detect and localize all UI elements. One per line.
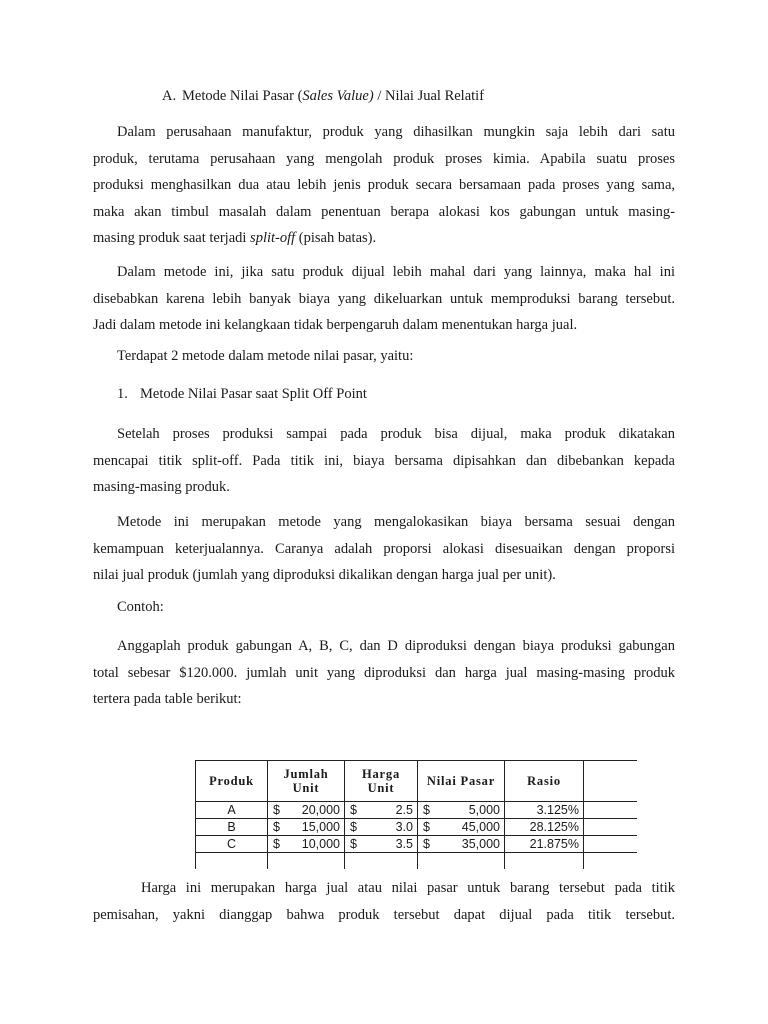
text-line: nilai jual produk (jumlah yang diproduksi dikalikan dengan harga jual per unit). xyxy=(93,567,556,583)
heading-text-after: / Nilai Jual Relatif xyxy=(373,88,485,104)
paragraph-intro xyxy=(93,119,675,252)
cell-rasio: 28.125% xyxy=(505,819,584,836)
header-rasio: Rasio xyxy=(505,761,584,802)
table-continuation xyxy=(196,853,638,870)
text-line: masing-masing produk. xyxy=(93,479,230,495)
text-line: Jadi dalam metode ini kelangkaan tidak berpengaruh dalam menentukan harga jual. xyxy=(93,317,578,333)
header-harga-unit: Harga Unit xyxy=(345,761,418,802)
paragraph-example-label: Contoh: xyxy=(117,599,164,615)
header-empty xyxy=(584,761,638,802)
paragraph-allocation xyxy=(93,509,675,589)
numbered-list-item xyxy=(117,386,367,403)
paragraph-two-methods: Terdapat 2 metode dalam metode nilai pasar, yaitu: xyxy=(117,348,414,364)
cell-empty xyxy=(584,819,638,836)
heading-text-before: Metode Nilai Pasar ( xyxy=(182,88,303,104)
cell-produk: C xyxy=(196,836,268,853)
text-line: masing produk saat terjadi split-off (pisah batas). xyxy=(93,230,377,246)
text-line: Harga ini merupakan harga jual atau nilai pasar untuk barang tersebut pada titik xyxy=(141,880,675,896)
section-letter: A. xyxy=(162,88,177,104)
table-header-row xyxy=(196,761,638,802)
cell-rasio: 21.875% xyxy=(505,836,584,853)
cell-nilai: $ 5,000 xyxy=(418,802,505,819)
section-heading xyxy=(162,88,484,105)
cell-nilai: $ 35,000 xyxy=(418,836,505,853)
text-line: kemampuan keterjualannya. Caranya adalah proporsi alokasi disesuaikan dengan proporsi xyxy=(93,540,675,557)
header-jumlah-unit: Jumlah Unit xyxy=(268,761,345,802)
cell-rasio: 3.125% xyxy=(505,802,584,819)
table-row xyxy=(196,802,638,819)
text-line: produksi menghasilkan dua atau lebih jenis produk secara bersamaan pada proses yang sama, xyxy=(93,177,675,193)
cell-jumlah: $ 15,000 xyxy=(268,819,345,836)
text-line: disebabkan karena lebih banyak biaya yang dikeluarkan untuk memproduksi barang tersebut. xyxy=(93,290,675,307)
header-produk: Produk xyxy=(196,761,268,802)
cell-harga: $ 3.0 xyxy=(345,819,418,836)
split-off-term: split-off xyxy=(250,230,296,246)
paragraph-example xyxy=(93,633,675,713)
paragraph-market-price xyxy=(93,875,675,928)
heading-italic: Sales Value) xyxy=(302,88,374,104)
cell-produk: A xyxy=(196,802,268,819)
text-line: Anggaplah produk gabungan A, B, C, dan D diproduksi dengan biaya produksi gabungan xyxy=(117,638,675,654)
table-row xyxy=(196,819,638,836)
cell-empty xyxy=(584,836,638,853)
text-line: tertera pada table berikut: xyxy=(93,691,242,707)
cell-harga: $ 3.5 xyxy=(345,836,418,853)
text-line: produk, terutama perusahaan yang mengolah produk proses kimia. Apabila suatu proses xyxy=(93,150,675,167)
cell-nilai: $ 45,000 xyxy=(418,819,505,836)
text-line: Dalam metode ini, jika satu produk dijual lebih mahal dari yang lainnya, maka hal ini xyxy=(117,264,675,280)
paragraph-method-explanation xyxy=(93,259,675,339)
text-line: total sebesar $120.000. jumlah unit yang diproduksi dan harga jual masing-masing produk xyxy=(93,664,675,681)
text-line: mencapai titik split-off. Pada titik ini, biaya bersama dipisahkan dan dibebankan kepada xyxy=(93,452,675,469)
text-line: Setelah proses produksi sampai pada produk bisa dijual, maka produk dikatakan xyxy=(117,426,675,442)
text-line: pemisahan, yakni dianggap bahwa produk tersebut dapat dijual pada titik tersebut. xyxy=(93,906,675,923)
text-line: maka akan timbul masalah dalam penentuan berapa alokasi kos gabungan untuk masing- xyxy=(93,203,675,220)
cell-jumlah: $ 20,000 xyxy=(268,802,345,819)
text-line: Metode ini merupakan metode yang mengalokasikan biaya bersama sesuai dengan xyxy=(117,514,675,530)
text-line: Dalam perusahaan manufaktur, produk yang dihasilkan mungkin saja lebih dari satu xyxy=(117,124,675,140)
paragraph-split-off xyxy=(93,421,675,501)
cell-empty xyxy=(584,802,638,819)
cell-harga: $ 2.5 xyxy=(345,802,418,819)
list-item-text: Metode Nilai Pasar saat Split Off Point xyxy=(140,386,367,402)
header-nilai-pasar: Nilai Pasar xyxy=(418,761,505,802)
sales-value-table xyxy=(195,760,637,869)
list-number: 1. xyxy=(117,386,128,402)
cell-jumlah: $ 10,000 xyxy=(268,836,345,853)
table-row xyxy=(196,836,638,853)
cell-produk: B xyxy=(196,819,268,836)
